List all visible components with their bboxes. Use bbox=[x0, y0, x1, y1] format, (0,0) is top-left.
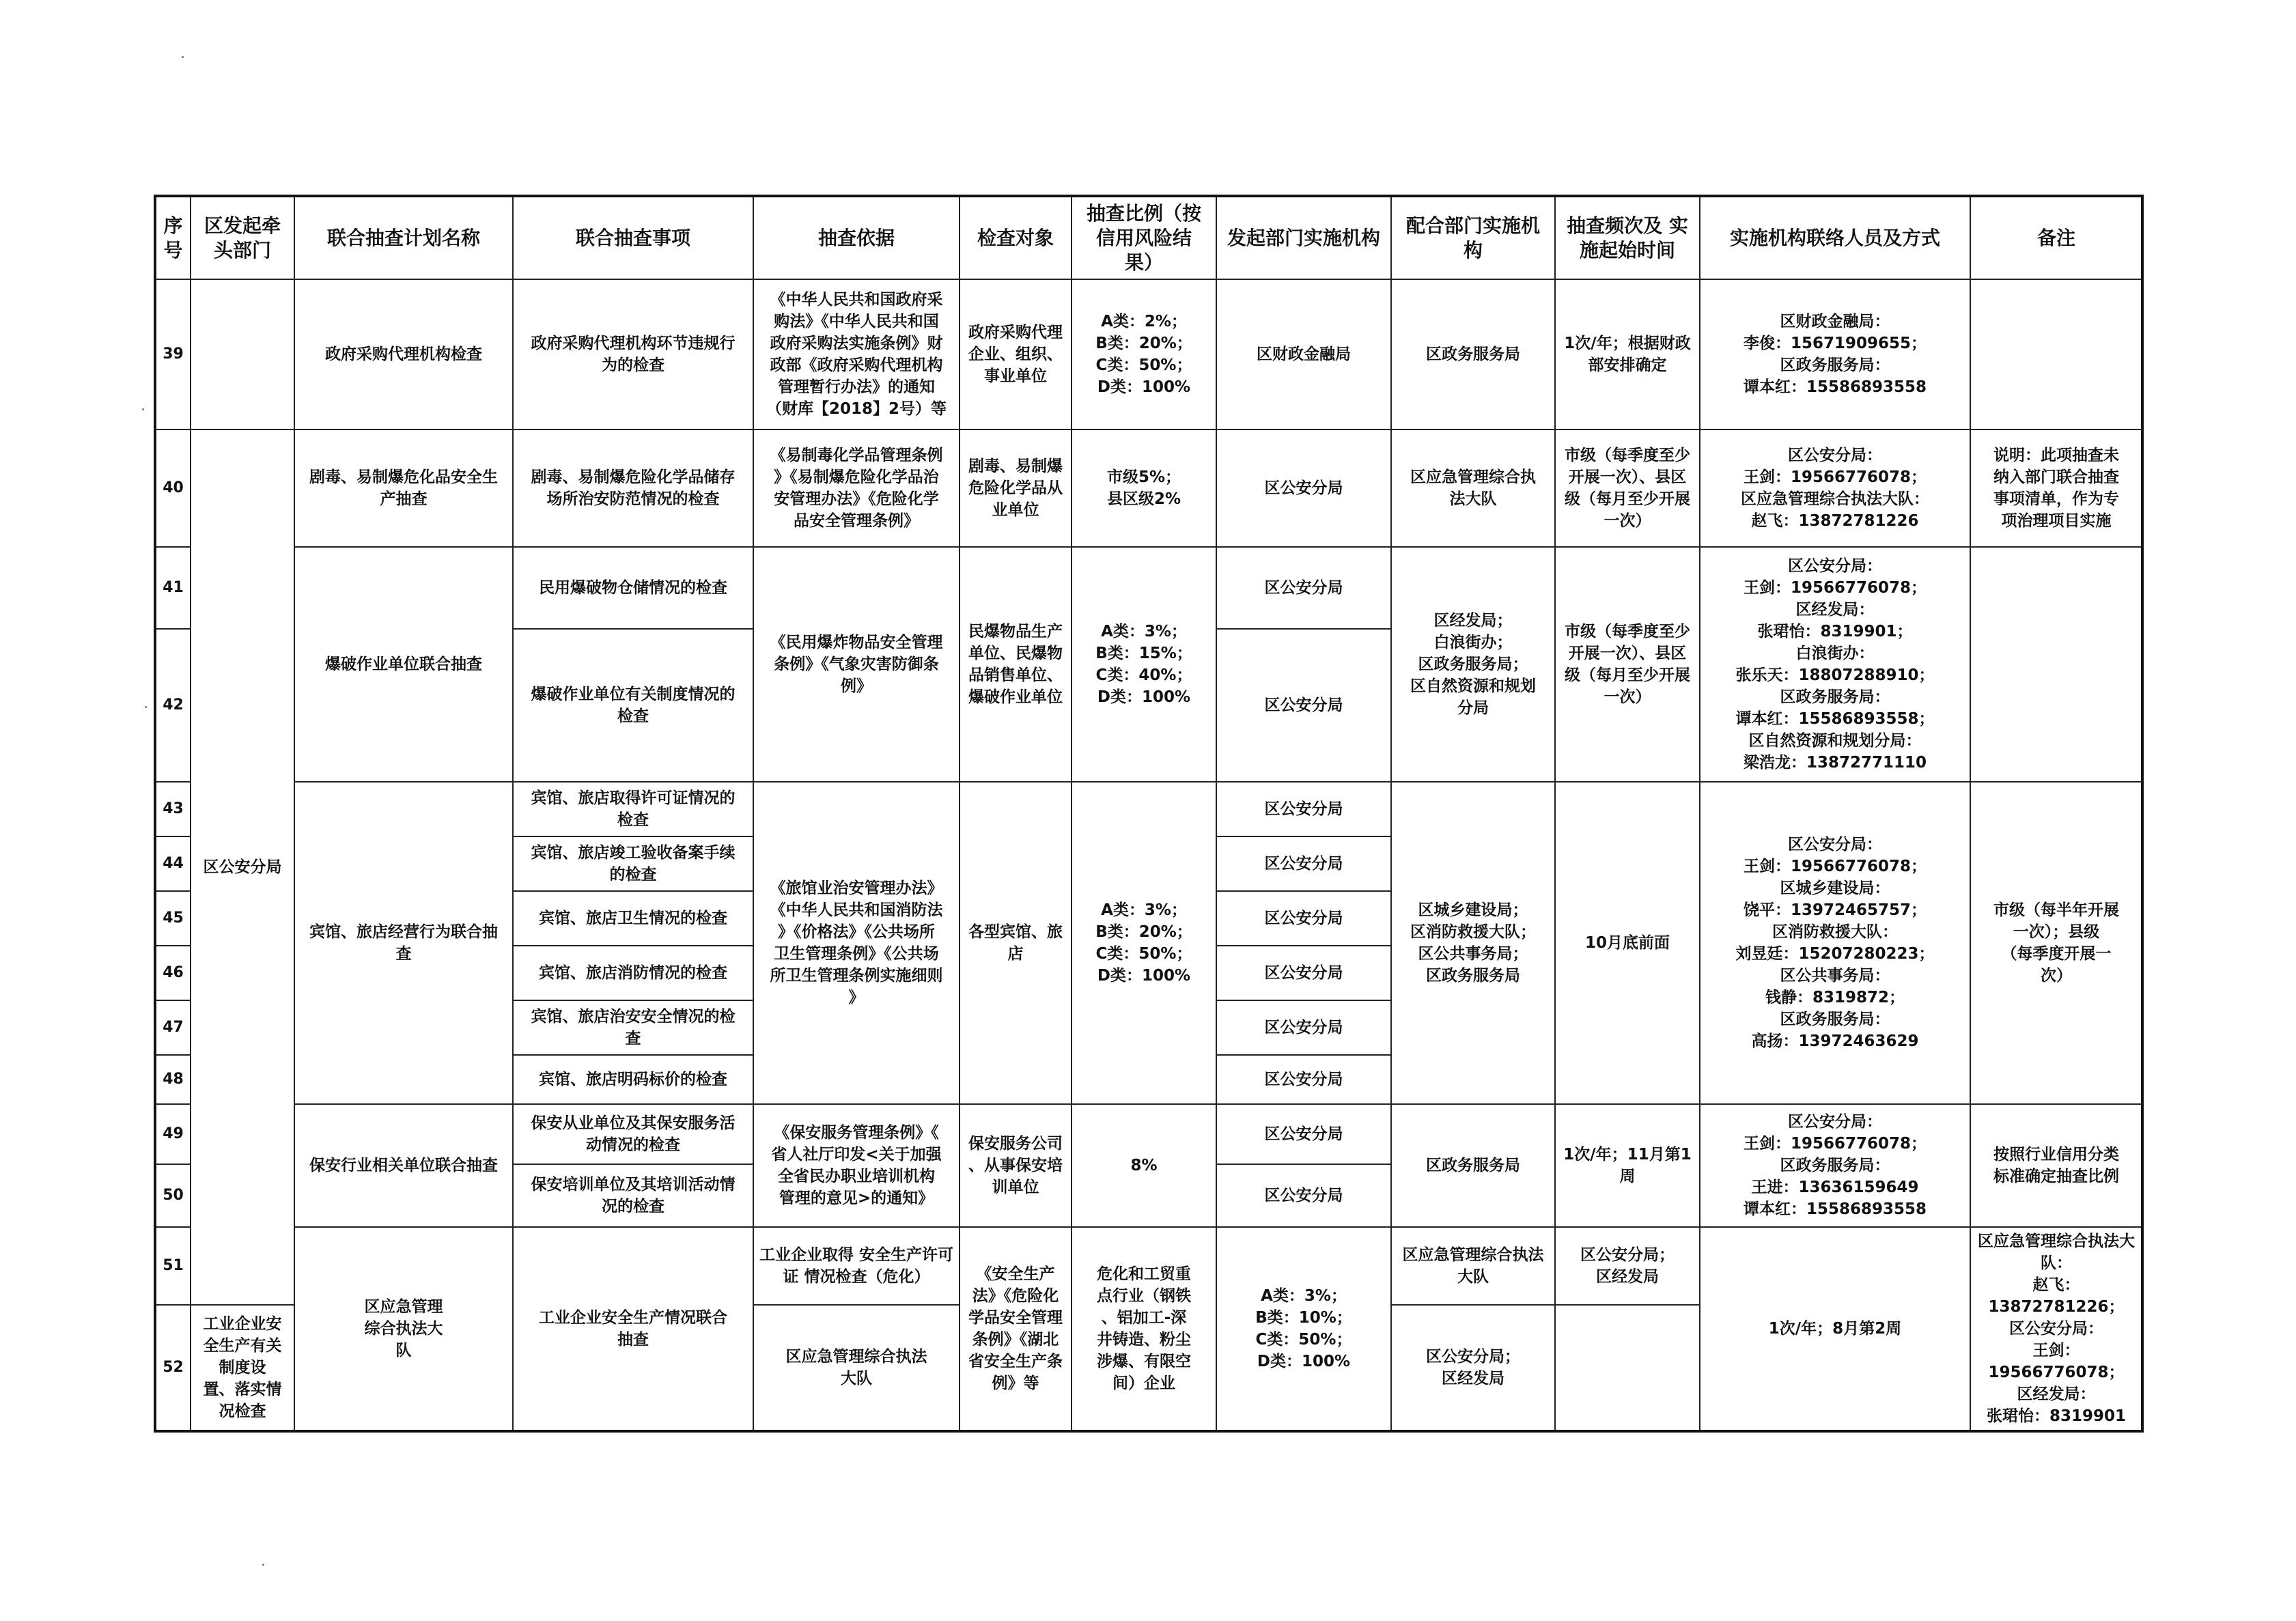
lead-dept-cell: 区公安分局 bbox=[191, 429, 294, 1305]
initiator-cell: 区公安分局 bbox=[1216, 547, 1391, 629]
table-row bbox=[155, 429, 2142, 547]
initiator-cell: 区公安分局 bbox=[1216, 1164, 1391, 1227]
lead-dept-cell: 区应急管理 综合执法大 队 bbox=[294, 1227, 513, 1431]
table-row bbox=[155, 782, 2142, 836]
initiator-cell: 区应急管理综合执法 大队 bbox=[753, 1305, 960, 1431]
contact-cell: 区应急管理综合执法大队： 赵飞：13872781226； 区公安分局： 王剑：19566776078； 区经发局： 张珺怡：8319901 bbox=[1970, 1227, 2142, 1431]
header-remark: 备注 bbox=[1970, 196, 2142, 279]
row-number: 41 bbox=[155, 547, 191, 629]
target-cell: 保安服务公司 、从事保安培 训单位 bbox=[960, 1104, 1072, 1227]
ratio-cell: 市级5%； 县区级2% bbox=[1072, 429, 1216, 547]
contact-cell: 区公安分局： 王剑：19566776078； 区应急管理综合执法大队： 赵飞：13872781226 bbox=[1700, 429, 1970, 547]
item-cell: 保安从业单位及其保安服务活 动情况的检查 bbox=[513, 1104, 753, 1164]
header-partner: 配合部门实施机 构 bbox=[1391, 196, 1555, 279]
header-target: 检查对象 bbox=[960, 196, 1072, 279]
remark-cell: 市级（每半年开展 一次）；县级 （每季度开展一 次） bbox=[1970, 782, 2142, 1104]
frequency-cell: 1次/年；8月第2周 bbox=[1700, 1227, 1970, 1431]
row-number: 48 bbox=[155, 1055, 191, 1104]
initiator-cell: 区公安分局 bbox=[1216, 629, 1391, 782]
basis-cell: 《安全生产法》《危险化 学品安全管理条例》《湖北 省安全生产条例》等 bbox=[960, 1227, 1072, 1431]
ratio-cell: A类：3%； B类：20%； C类：50%； D类：100% bbox=[1072, 782, 1216, 1104]
initiator-cell: 区公安分局 bbox=[1216, 891, 1391, 946]
row-number: 51 bbox=[155, 1227, 191, 1305]
initiator-cell: 区财政金融局 bbox=[1216, 279, 1391, 429]
initiator-cell: 区公安分局 bbox=[1216, 946, 1391, 1000]
header-frequency: 抽查频次及 实 施起始时间 bbox=[1555, 196, 1700, 279]
header-plan-name: 联合抽查计划名称 bbox=[294, 196, 513, 279]
initiator-cell: 区公安分局 bbox=[1216, 1104, 1391, 1164]
row-number: 44 bbox=[155, 836, 191, 891]
header-basis: 抽查依据 bbox=[753, 196, 960, 279]
row-number: 52 bbox=[155, 1305, 191, 1431]
contact-cell: 区财政金融局： 李俊：15671909655； 区政务服务局： 谭本红：15586893558 bbox=[1700, 279, 1970, 429]
table-row bbox=[155, 1227, 2142, 1305]
item-cell: 爆破作业单位有关制度情况的 检查 bbox=[513, 629, 753, 782]
initiator-cell: 区应急管理综合执法 大队 bbox=[1391, 1227, 1555, 1305]
frequency-cell: 1次/年；11月第1 周 bbox=[1555, 1104, 1700, 1227]
row-number: 42 bbox=[155, 629, 191, 782]
ratio-cell: 8% bbox=[1072, 1104, 1216, 1227]
ratio-cell: A类：3%； B类：10%； C类：50%； D类：100% bbox=[1216, 1227, 1391, 1431]
partner-cell: 区政务服务局 bbox=[1391, 1104, 1555, 1227]
table-row bbox=[155, 279, 2142, 429]
table-row bbox=[155, 1104, 2142, 1164]
remark-cell: 按照行业信用分类 标准确定抽查比例 bbox=[1970, 1104, 2142, 1227]
header-lead-dept: 区发起牵 头部门 bbox=[191, 196, 294, 279]
basis-cell: 《旅馆业治安管理办法》 《中华人民共和国消防法 》《价格法》《公共场所 卫生管理条例》《公共场 所卫生管理条例实施细则 》 bbox=[753, 782, 960, 1104]
target-cell: 民爆物品生产 单位、民爆物 品销售单位、 爆破作业单位 bbox=[960, 547, 1072, 782]
row-number: 50 bbox=[155, 1164, 191, 1227]
header-row bbox=[155, 196, 2142, 279]
item-cell: 宾馆、旅店卫生情况的检查 bbox=[513, 891, 753, 946]
target-cell: 政府采购代理 企业、组织、 事业单位 bbox=[960, 279, 1072, 429]
row-number: 47 bbox=[155, 1000, 191, 1055]
partner-cell: 区应急管理综合执 法大队 bbox=[1391, 429, 1555, 547]
remark-cell: 说明：此项抽查未 纳入部门联合抽查 事项清单，作为专 项治理项目实施 bbox=[1970, 429, 2142, 547]
frequency-cell: 1次/年；根据财政 部安排确定 bbox=[1555, 279, 1700, 429]
item-cell: 宾馆、旅店治安安全情况的检 查 bbox=[513, 1000, 753, 1055]
row-number: 49 bbox=[155, 1104, 191, 1164]
target-cell: 危化和工贸重 点行业（钢铁 、铝加工-深 井铸造、粉尘 涉爆、有限空 间）企业 bbox=[1072, 1227, 1216, 1431]
item-cell: 宾馆、旅店取得许可证情况的 检查 bbox=[513, 782, 753, 836]
row-number: 40 bbox=[155, 429, 191, 547]
partner-cell: 区政务服务局 bbox=[1391, 279, 1555, 429]
partner-cell: 区城乡建设局； 区消防救援大队； 区公共事务局； 区政务服务局 bbox=[1391, 782, 1555, 1104]
contact-cell: 区公安分局： 王剑：19566776078； 区政务服务局： 王进：13636159649 谭本红：15586893558 bbox=[1700, 1104, 1970, 1227]
item-cell: 宾馆、旅店竣工验收备案手续 的检查 bbox=[513, 836, 753, 891]
header-contact: 实施机构联络人员及方式 bbox=[1700, 196, 1970, 279]
item-cell: 民用爆破物仓储情况的检查 bbox=[513, 547, 753, 629]
partner-cell: 区公安分局； 区经发局 bbox=[1555, 1227, 1700, 1305]
plan-name-cell: 政府采购代理机构检查 bbox=[294, 279, 513, 429]
header-initiator: 发起部门实施机构 bbox=[1216, 196, 1391, 279]
scan-speck bbox=[145, 706, 147, 708]
item-cell: 工业企业安全生产有关制度设 置、落实情况检查 bbox=[191, 1305, 294, 1431]
basis-cell: 《民用爆炸物品安全管理 条例》《气象灾害防御条 例》 bbox=[753, 547, 960, 782]
frequency-cell: 市级（每季度至少 开展一次）、县区 级（每月至少开展 一次） bbox=[1555, 547, 1700, 782]
initiator-cell: 区公安分局 bbox=[1216, 1000, 1391, 1055]
item-cell: 保安培训单位及其培训活动情 况的检查 bbox=[513, 1164, 753, 1227]
remark-cell bbox=[1970, 547, 2142, 782]
header-ratio: 抽查比例（按 信用风险结 果） bbox=[1072, 196, 1216, 279]
scan-speck bbox=[262, 1564, 264, 1566]
initiator-cell: 区公安分局 bbox=[1216, 1055, 1391, 1104]
plan-name-cell: 保安行业相关单位联合抽查 bbox=[294, 1104, 513, 1227]
row-number: 39 bbox=[155, 279, 191, 429]
target-cell: 各型宾馆、旅 店 bbox=[960, 782, 1072, 1104]
item-cell: 工业企业取得 安全生产许可 证 情况检查（危化） bbox=[753, 1227, 960, 1305]
ratio-cell: A类：2%； B类：20%； C类：50%； D类：100% bbox=[1072, 279, 1216, 429]
partner-cell: 区经发局； 白浪街办； 区政务服务局； 区自然资源和规划 分局 bbox=[1391, 547, 1555, 782]
header-item: 联合抽查事项 bbox=[513, 196, 753, 279]
target-cell: 剧毒、易制爆 危险化学品从 业单位 bbox=[960, 429, 1072, 547]
item-cell: 政府采购代理机构环节违规行 为的检查 bbox=[513, 279, 753, 429]
contact-cell: 区公安分局： 王剑：19566776078； 区经发局： 张珺怡：8319901； 白浪街办： 张乐天：18807288910； 区政务服务局： 谭本红：15586893558； 区自然资源和规划分局： 梁浩龙：13872771110 bbox=[1700, 547, 1970, 782]
ratio-cell: A类：3%； B类：15%； C类：40%； D类：100% bbox=[1072, 547, 1216, 782]
table-row bbox=[155, 547, 2142, 629]
basis-cell: 《保安服务管理条例》《 省人社厅印发<关于加强 全省民办职业培训机构 管理的意见>的通知》 bbox=[753, 1104, 960, 1227]
frequency-cell: 市级（每季度至少 开展一次）、县区 级（每月至少开展 一次） bbox=[1555, 429, 1700, 547]
item-cell: 宾馆、旅店明码标价的检查 bbox=[513, 1055, 753, 1104]
remark-cell bbox=[1970, 279, 2142, 429]
partner-cell: 区公安分局； 区经发局 bbox=[1391, 1305, 1555, 1431]
plan-name-cell: 宾馆、旅店经营行为联合抽 查 bbox=[294, 782, 513, 1104]
plan-name-cell: 工业企业安全生产情况联合 抽查 bbox=[513, 1227, 753, 1431]
frequency-cell: 10月底前面 bbox=[1555, 782, 1700, 1104]
plan-name-cell: 剧毒、易制爆危化品安全生 产抽查 bbox=[294, 429, 513, 547]
basis-cell: 《中华人民共和国政府采 购法》《中华人民共和国 政府采购法实施条例》财 政部《政府采购代理机构 管理暂行办法》的通知 （财库【2018】2号）等 bbox=[753, 279, 960, 429]
initiator-cell: 区公安分局 bbox=[1216, 782, 1391, 836]
contact-cell: 区公安分局： 王剑：19566776078； 区城乡建设局： 饶平：13972465757； 区消防救援大队： 刘昱廷：15207280223； 区公共事务局： 钱静：8319872； 区政务服务局： 高扬：13972463629 bbox=[1700, 782, 1970, 1104]
item-cell: 剧毒、易制爆危险化学品储存 场所治安防范情况的检查 bbox=[513, 429, 753, 547]
row-number: 45 bbox=[155, 891, 191, 946]
scan-speck bbox=[182, 56, 184, 58]
row-number: 46 bbox=[155, 946, 191, 1000]
joint-inspection-table bbox=[154, 195, 2144, 1433]
scan-speck bbox=[142, 408, 144, 410]
lead-dept-cell bbox=[191, 279, 294, 429]
header-no: 序 号 bbox=[155, 196, 191, 279]
plan-name-cell: 爆破作业单位联合抽查 bbox=[294, 547, 513, 782]
item-cell: 宾馆、旅店消防情况的检查 bbox=[513, 946, 753, 1000]
initiator-cell: 区公安分局 bbox=[1216, 836, 1391, 891]
basis-cell: 《易制毒化学品管理条例 》《易制爆危险化学品治 安管理办法》《危险化学 品安全管理条例》 bbox=[753, 429, 960, 547]
initiator-cell: 区公安分局 bbox=[1216, 429, 1391, 547]
row-number: 43 bbox=[155, 782, 191, 836]
